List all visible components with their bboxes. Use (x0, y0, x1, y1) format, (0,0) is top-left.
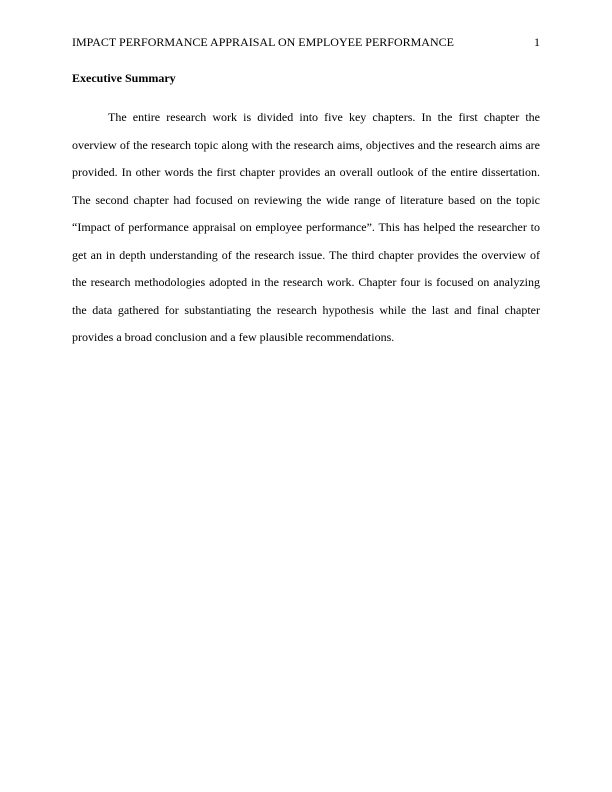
page-number: 1 (534, 35, 540, 49)
body-paragraph: The entire research work is divided into five key chapters. In the first chapter the overview of the research topic along with the research aims, objectives and the research aims are provided. In other words the first chapter provides an overall outlook of the entire dissertation. The second chapter had focused on reviewing the wide range of literature based on the topic “Impact of performance appraisal on employee performance”. This has helped the researcher to get an in depth understanding of the research issue. The third chapter provides the overview of the research methodologies adopted in the research work. Chapter four is focused on analyzing the data gathered for substantiating the research hypothesis while the last and final chapter provides a broad conclusion and a few plausible recommendations. (72, 110, 540, 344)
running-head: IMPACT PERFORMANCE APPRAISAL ON EMPLOYEE PERFORMANCE (72, 35, 454, 49)
section-heading: Executive Summary (72, 71, 176, 85)
